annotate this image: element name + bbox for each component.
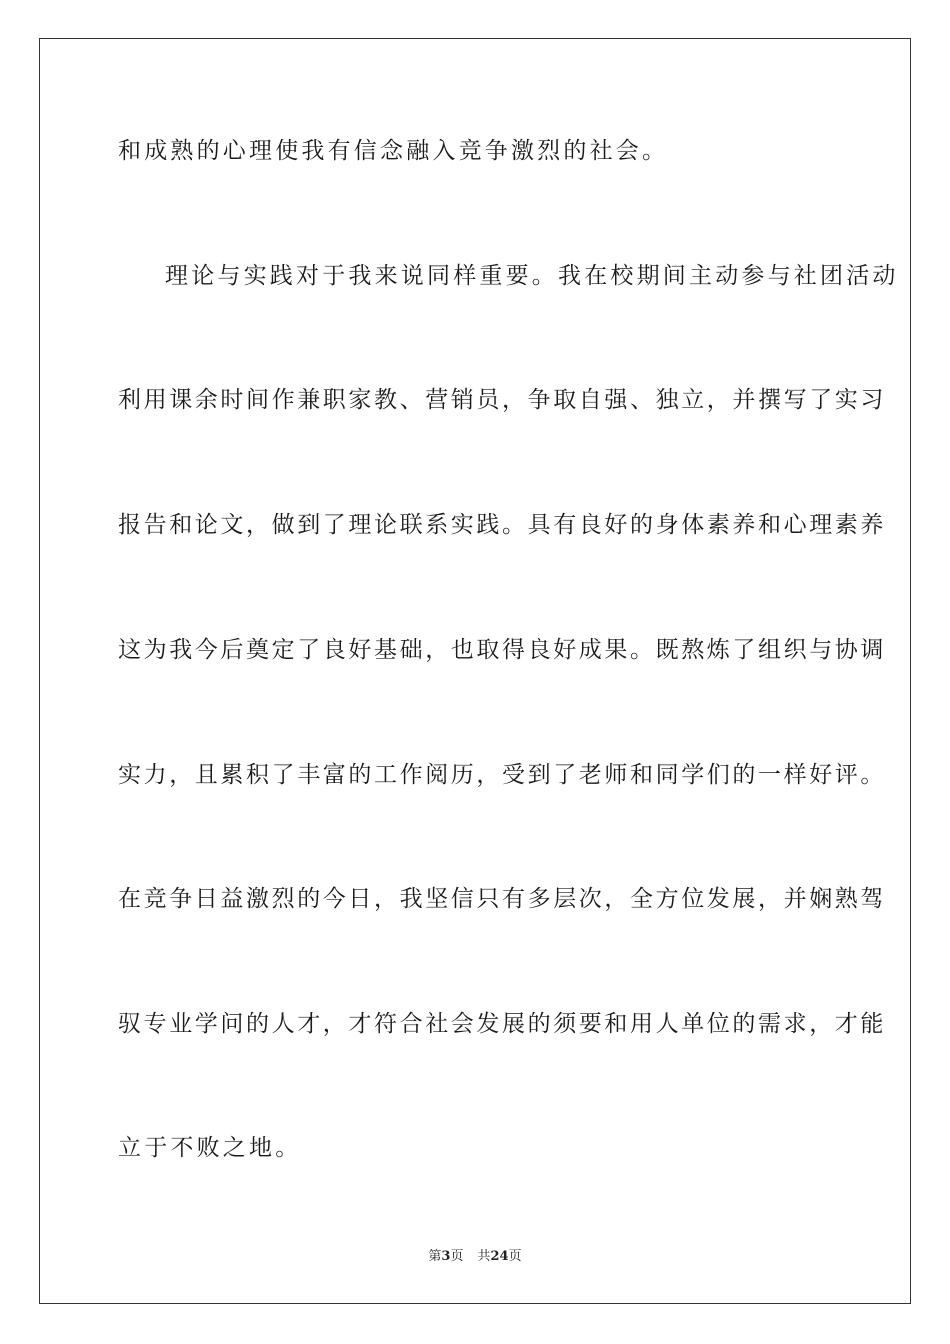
paragraph-line-1: 和成熟的心理使我有信念融入竞争激烈的社会。 [118,138,669,164]
paragraph-line-4: 报告和论文，做到了理论联系实践。具有良好的身体素养和心理素养 [118,512,886,538]
paragraph-line-2: 理论与实践对于我来说同样重要。我在校期间主动参与社团活动 [165,263,899,289]
footer-page-prefix: 第 [428,1249,442,1264]
paragraph-line-8: 驭专业学问的人才，才符合社会发展的须要和用人单位的需求，才能 [118,1011,886,1037]
paragraph-line-9: 立于不败之地。 [118,1135,302,1161]
paragraph-line-3: 利用课余时间作兼职家教、营销员，争取自强、独立，并撰写了实习 [118,387,886,413]
footer-page-suffix: 页 [450,1249,464,1264]
footer-total-suffix: 页 [508,1249,522,1264]
footer-total-prefix: 共 [477,1249,491,1264]
paragraph-line-6: 实力，且累积了丰富的工作阅历，受到了老师和同学们的一样好评。 [118,762,886,788]
page-footer [0,1249,950,1265]
page-border [39,38,911,1304]
paragraph-line-5: 这为我今后奠定了良好基础，也取得良好成果。既熬炼了组织与协调 [118,637,886,663]
paragraph-line-7: 在竞争日益激烈的今日，我坚信只有多层次，全方位发展，并娴熟驾 [118,886,886,912]
footer-page-number: 3 [441,1249,451,1264]
footer-total-pages: 24 [490,1249,509,1264]
